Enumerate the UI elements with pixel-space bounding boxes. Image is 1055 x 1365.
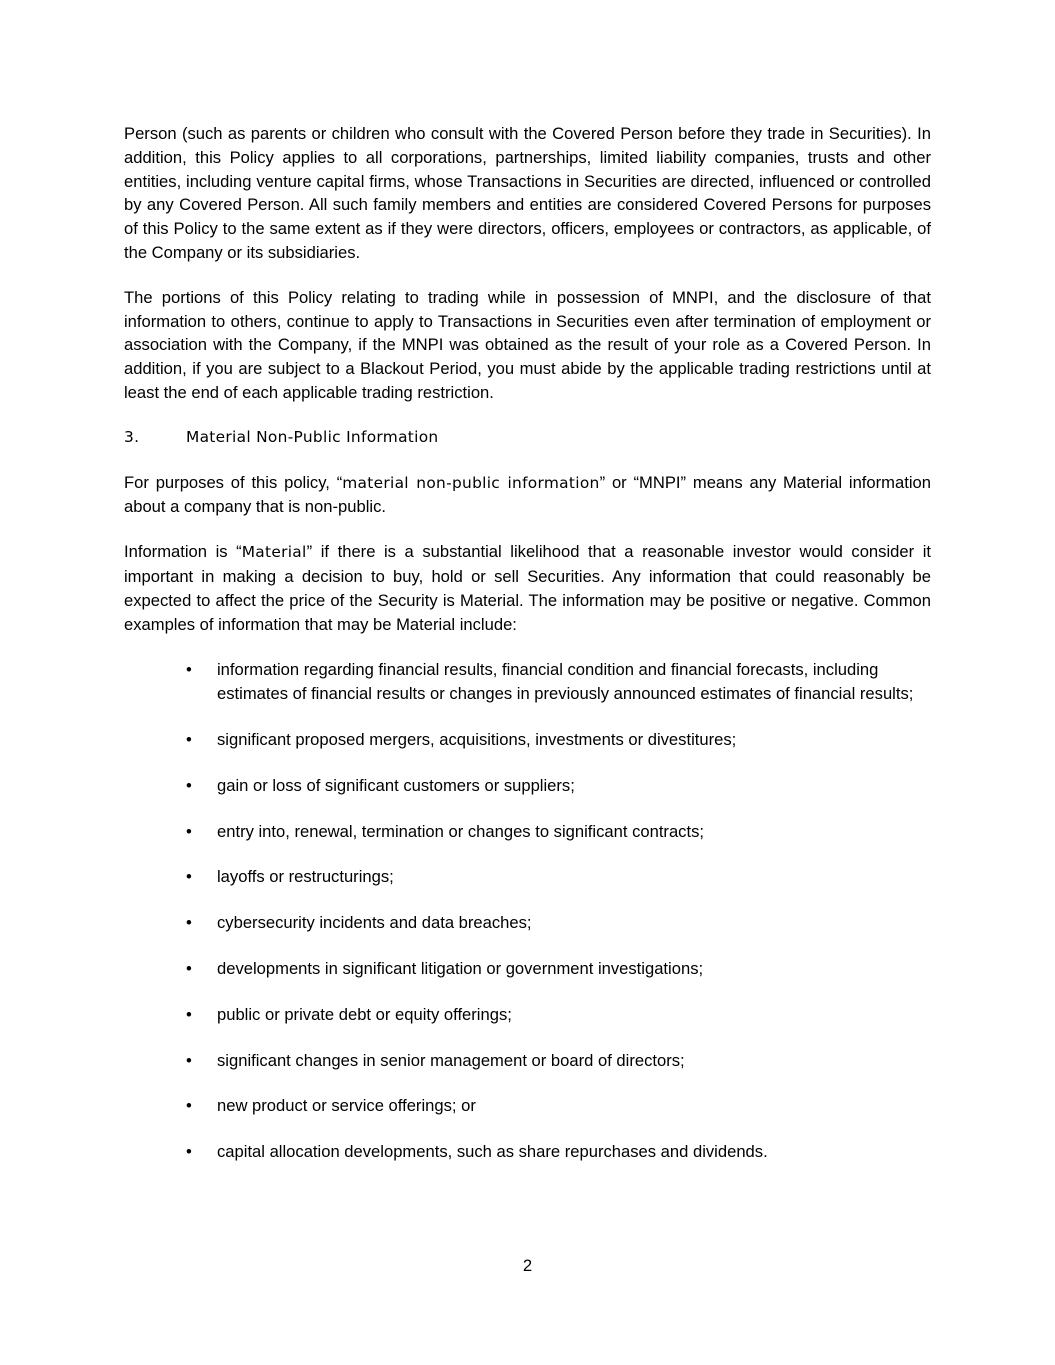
bullet-icon: •: [186, 958, 192, 978]
paragraph-covered-persons: Person (such as parents or children who consult with the Covered Person before they trade in Securities). In addition, this Policy applies to all corporations, partnerships, limited liability companies, trusts and other entities, including venture capital firms, whose Transactions in Securities are directed, influenced or controlled by any Covered Person. All such family members and entities are considered Covered Persons for purposes of this Policy to the same extent as if they were directors, officers, employees or contractors, as applicable, of the Company or its subsidiaries.: [124, 124, 931, 262]
document-page: [124, 122, 931, 1186]
bullet-icon: •: [186, 913, 192, 933]
list-item-text: public or private debt or equity offerings;: [217, 1004, 512, 1024]
list-item: [124, 957, 931, 981]
list-item: [124, 728, 931, 752]
bullet-icon: •: [186, 1142, 192, 1162]
list-item-text: new product or service offerings; or: [217, 1096, 476, 1116]
list-item: [124, 1094, 931, 1118]
list-item: [124, 865, 931, 889]
list-item: [124, 774, 931, 798]
list-item: [124, 820, 931, 844]
section-title: Material Non-Public Information: [186, 427, 439, 446]
page-number: 2: [522, 1256, 533, 1275]
list-item-text: gain or loss of significant customers or suppliers;: [217, 775, 575, 795]
bullet-icon: •: [186, 867, 192, 887]
section-number: 3.: [124, 427, 140, 446]
list-item: [124, 1049, 931, 1073]
paragraph-mnpi-definition: [124, 471, 931, 520]
list-item: [124, 911, 931, 935]
section-heading: [124, 426, 931, 450]
list-item-text: information regarding financial results, financial condition and financial forecasts, including estimates of financial results or changes in previously announced estimates of financial results;: [217, 660, 914, 704]
definition-prefix: For purposes of this policy, “: [124, 472, 343, 492]
list-item: [124, 1003, 931, 1027]
paragraph-materiality: [124, 540, 931, 636]
list-item-text: capital allocation developments, such as share repurchases and dividends.: [217, 1142, 768, 1162]
bullet-icon: •: [186, 1004, 192, 1024]
list-item-text: significant proposed mergers, acquisitions, investments or divestitures;: [217, 729, 737, 749]
bullet-icon: •: [186, 729, 192, 749]
bullet-icon: •: [186, 775, 192, 795]
list-item: [124, 1140, 931, 1164]
list-item-text: developments in significant litigation or government investigations;: [217, 958, 704, 978]
definition-suffix: ” or “MNPI” means any Material information about a company that is non-public.: [124, 472, 931, 517]
list-item-text: layoffs or restructurings;: [217, 867, 394, 887]
bullet-icon: •: [186, 1096, 192, 1116]
paragraph-post-termination: The portions of this Policy relating to trading while in possession of MNPI, and the disclosure of that information to others, continue to apply to Transactions in Securities even after termination of employment or association with the Company, if the MNPI was obtained as the result of your role as a Covered Person. In addition, if you are subject to a Blackout Period, you must abide by the applicable trading restrictions until at least the end of each applicable trading restriction.: [124, 287, 931, 402]
list-item-text: entry into, renewal, termination or changes to significant contracts;: [217, 821, 704, 841]
material-examples-list: [124, 658, 931, 1164]
list-item-text: cybersecurity incidents and data breaches;: [217, 913, 532, 933]
list-item: [124, 658, 931, 706]
materiality-prefix: Information is “: [124, 542, 242, 562]
list-item-text: significant changes in senior management or board of directors;: [217, 1050, 685, 1070]
defined-term-mnpi: material non-public information: [342, 473, 600, 492]
materiality-suffix: ” if there is a substantial likelihood that a reasonable investor would consider it important in making a decision to buy, hold or sell Securities. Any information that could reasonably be expected to affect the price of the Security is Material. The information may be positive or negative. Common examples of information that may be Material include:: [124, 542, 931, 634]
bullet-icon: •: [186, 821, 192, 841]
bullet-icon: •: [186, 1050, 192, 1070]
bullet-icon: •: [186, 660, 192, 680]
defined-term-material: Material: [241, 543, 307, 562]
